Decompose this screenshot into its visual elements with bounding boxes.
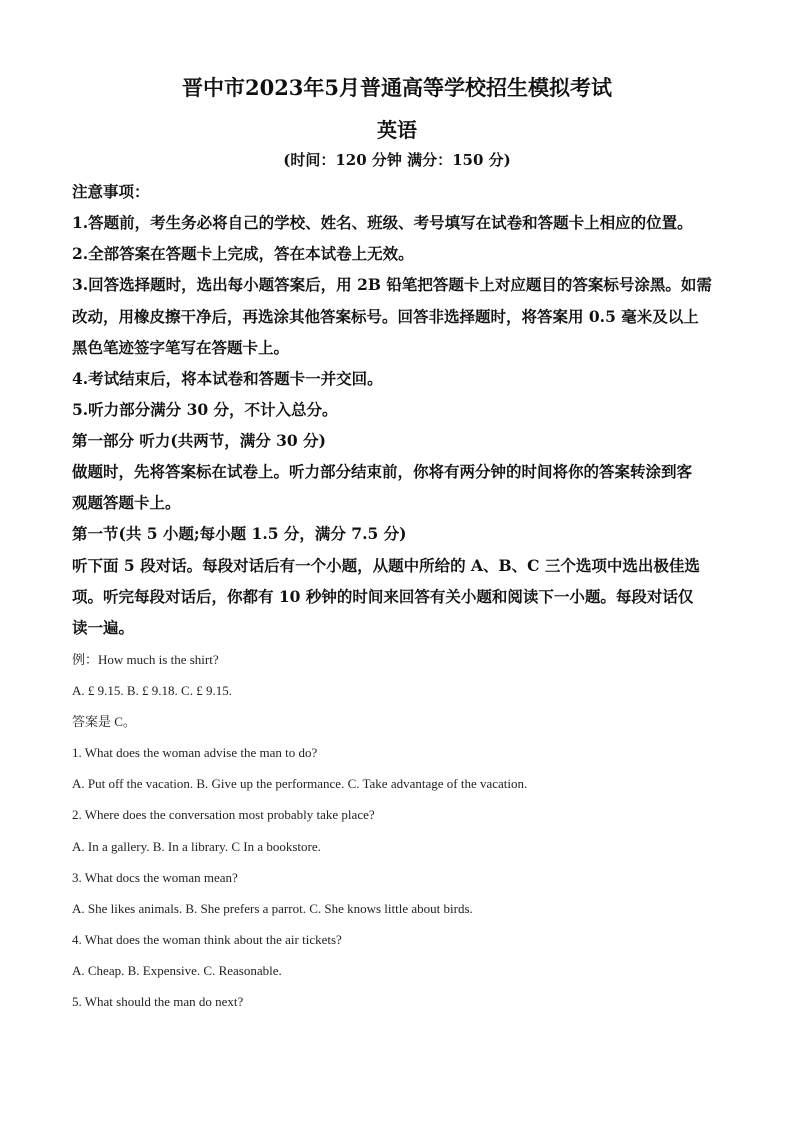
part1-heading: 第一部分 听力(共两节，满分 30 分)	[72, 431, 326, 450]
part1-intro-line-2: 观题答题卡上。	[72, 493, 181, 512]
section1-line-3: 读一遍。	[72, 618, 135, 637]
question-1: 1. What does the woman advise the man to do?	[72, 745, 318, 760]
subject-title: 英语	[377, 118, 417, 142]
question-3: 3. What docs the woman mean?	[72, 870, 238, 885]
example-question: 例：How much is the shirt?	[72, 652, 219, 667]
section1-heading: 第一节(共 5 小题;每小题 1.5 分，满分 7.5 分)	[72, 524, 407, 543]
question-5: 5. What should the man do next?	[72, 994, 244, 1009]
question-2-options: A. In a gallery. B. In a library. C In a bookstore.	[72, 839, 321, 854]
question-1-options: A. Put off the vacation. B. Give up the performance. C. Take advantage of the vacation.	[72, 776, 528, 791]
notice-heading: 注意事项：	[72, 182, 150, 201]
exam-title: 晋中市2023年5月普通高等学校招生模拟考试	[181, 75, 613, 100]
question-2: 2. Where does the conversation most probably take place?	[72, 807, 375, 822]
example-options: A. £ 9.15. B. £ 9.18. C. £ 9.15.	[72, 683, 232, 698]
notice-item-3-line-1: 3.回答选择题时，选出每小题答案后，用 2B 铅笔把答题卡上对应题目的答案标号涂黑。如需	[72, 275, 712, 294]
question-3-options: A. She likes animals. B. She prefers a parrot. C. She knows little about birds.	[72, 901, 473, 916]
question-4: 4. What does the woman think about the air tickets?	[72, 932, 342, 947]
section1-line-1: 听下面 5 段对话。每段对话后有一个小题，从题中所给的 A、B、C 三个选项中选出极佳选	[72, 556, 700, 575]
notice-item-3-line-3: 黑色笔迹签字笔写在答题卡上。	[72, 338, 290, 357]
notice-item-5: 5.听力部分满分 30 分，不计入总分。	[72, 400, 338, 419]
section1-line-2: 项。听完每段对话后，你都有 10 秒钟的时间来回答有关小题和阅读下一小题。每段对话仅	[72, 587, 694, 606]
notice-item-3-line-2: 改动，用橡皮擦干净后，再选涂其他答案标号。回答非选择题时，将答案用 0.5 毫米及以上	[72, 307, 699, 326]
notice-item-1: 1.答题前，考生务必将自己的学校、姓名、班级、考号填写在试卷和答题卡上相应的位置。	[72, 213, 693, 232]
notice-item-2: 2.全部答案在答题卡上完成，答在本试卷上无效。	[72, 244, 414, 263]
part1-intro-line-1: 做题时，先将答案标在试卷上。听力部分结束前，你将有两分钟的时间将你的答案转涂到客	[72, 462, 693, 481]
example-answer: 答案是 C。	[72, 714, 136, 729]
notice-item-4: 4.考试结束后，将本试卷和答题卡一并交回。	[72, 369, 383, 388]
question-4-options: A. Cheap. B. Expensive. C. Reasonable.	[72, 963, 282, 978]
time-info: (时间：120 分钟 满分：150 分)	[283, 151, 511, 169]
